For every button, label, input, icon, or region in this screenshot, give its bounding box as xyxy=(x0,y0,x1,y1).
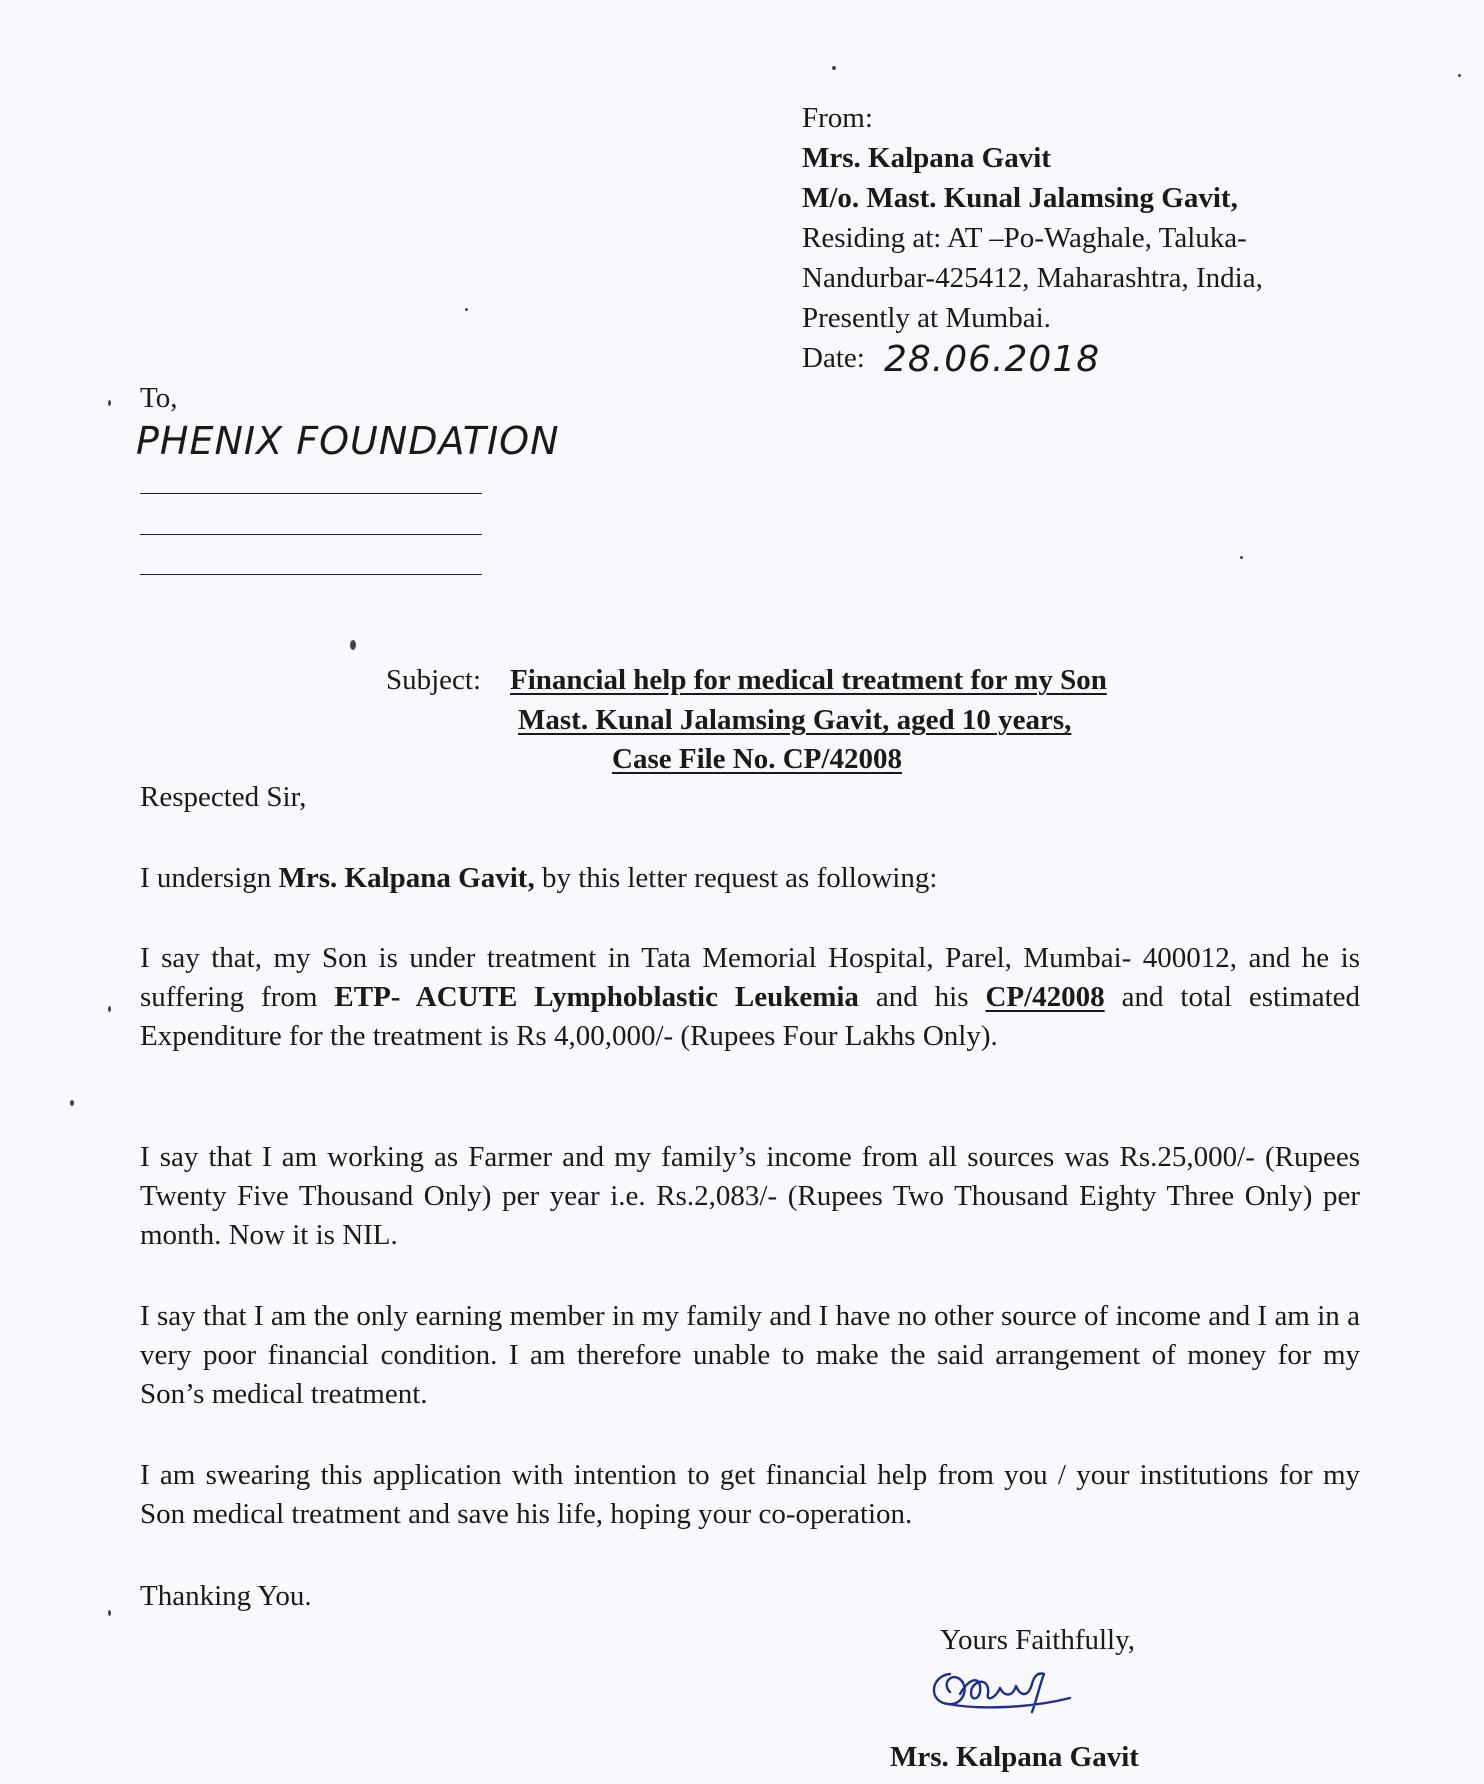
sender-name: Mrs. Kalpana Gavit xyxy=(802,142,1051,174)
complimentary-close: Yours Faithfully, xyxy=(940,1624,1135,1656)
scan-speck xyxy=(350,640,356,650)
paragraph-request: I am swearing this application with intention to get financial help from you / your institutions for my Son medical treatment and save his life, hoping your co-operation. xyxy=(140,1459,1360,1530)
p1-text-b: and his xyxy=(858,981,986,1013)
paragraph-financial-condition: I say that I am the only earning member in my family and I have no other source of income and I am in a very poor financial condition. I am therefore unable to make the said arrangement of money for my Son’s medical treatment. xyxy=(140,1300,1360,1410)
salutation: Respected Sir, xyxy=(140,781,307,813)
paragraph-income: I say that I am working as Farmer and my family’s income from all sources was Rs.25,000/- (Rupees Twenty Five Thousand Only) per year i.e. Rs.2,083/- (Rupees Two Thousand Eighty Three Only) per month. Now it is NIL. xyxy=(140,1141,1360,1251)
signature xyxy=(920,1654,1090,1724)
intro-text-pre: I undersign xyxy=(140,862,279,894)
sender-address-line-3: Presently at Mumbai. xyxy=(802,302,1051,334)
handwritten-date: 28.06.2018 xyxy=(884,339,1101,380)
intro-sender-name: Mrs. Kalpana Gavit, xyxy=(278,862,535,894)
closing: Thanking You. xyxy=(140,1580,312,1612)
scan-speck xyxy=(832,66,836,70)
scan-speck xyxy=(108,1006,111,1012)
to-label: To, xyxy=(140,382,178,414)
sender-relation: M/o. Mast. Kunal Jalamsing Gavit, xyxy=(802,182,1238,214)
intro-text-post: by this letter request as following: xyxy=(534,862,938,894)
address-blank-line-2 xyxy=(140,534,482,535)
date-label: Date: xyxy=(802,342,865,374)
subject-line-1: Financial help for medical treatment for my Son xyxy=(510,664,1107,696)
address-blank-line-3 xyxy=(140,574,482,575)
scan-speck xyxy=(1240,556,1243,559)
sender-address-line-1: Residing at: AT –Po-Waghale, Taluka- xyxy=(802,222,1247,254)
signature-mark xyxy=(920,1654,1090,1724)
subject-label: Subject: xyxy=(386,664,482,696)
signatory-name: Mrs. Kalpana Gavit xyxy=(890,1741,1139,1773)
subject-line-2: Mast. Kunal Jalamsing Gavit, aged 10 years, xyxy=(518,704,1072,736)
p1-text-a: I say that, my Son is under treatment in Tata Memorial Hospital, Parel, Mumbai- 400012, and he is suffering from xyxy=(140,942,1360,1013)
p1-text-c: and total estimated Expenditure for the treatment is Rs 4,00,000/- (Rupees Four Lakhs Only). xyxy=(140,981,1361,1052)
intro-paragraph xyxy=(140,858,937,898)
address-blank-line-1 xyxy=(140,493,482,494)
handwritten-recipient-name: PHENIX FOUNDATION xyxy=(136,419,560,463)
scan-speck xyxy=(108,400,111,406)
from-label: From: xyxy=(802,102,873,134)
scan-speck xyxy=(465,308,468,311)
subject-line-3: Case File No. CP/42008 xyxy=(612,743,902,775)
case-number: CP/42008 xyxy=(985,981,1105,1013)
disease-name: ETP- ACUTE Lymphoblastic Leukemia xyxy=(334,981,859,1013)
paragraph-treatment xyxy=(140,939,1360,1056)
scan-speck xyxy=(1458,74,1461,77)
sender-address-line-2: Nandurbar-425412, Maharashtra, India, xyxy=(802,262,1263,294)
scan-speck xyxy=(108,1610,111,1616)
scan-speck xyxy=(70,1100,74,1106)
